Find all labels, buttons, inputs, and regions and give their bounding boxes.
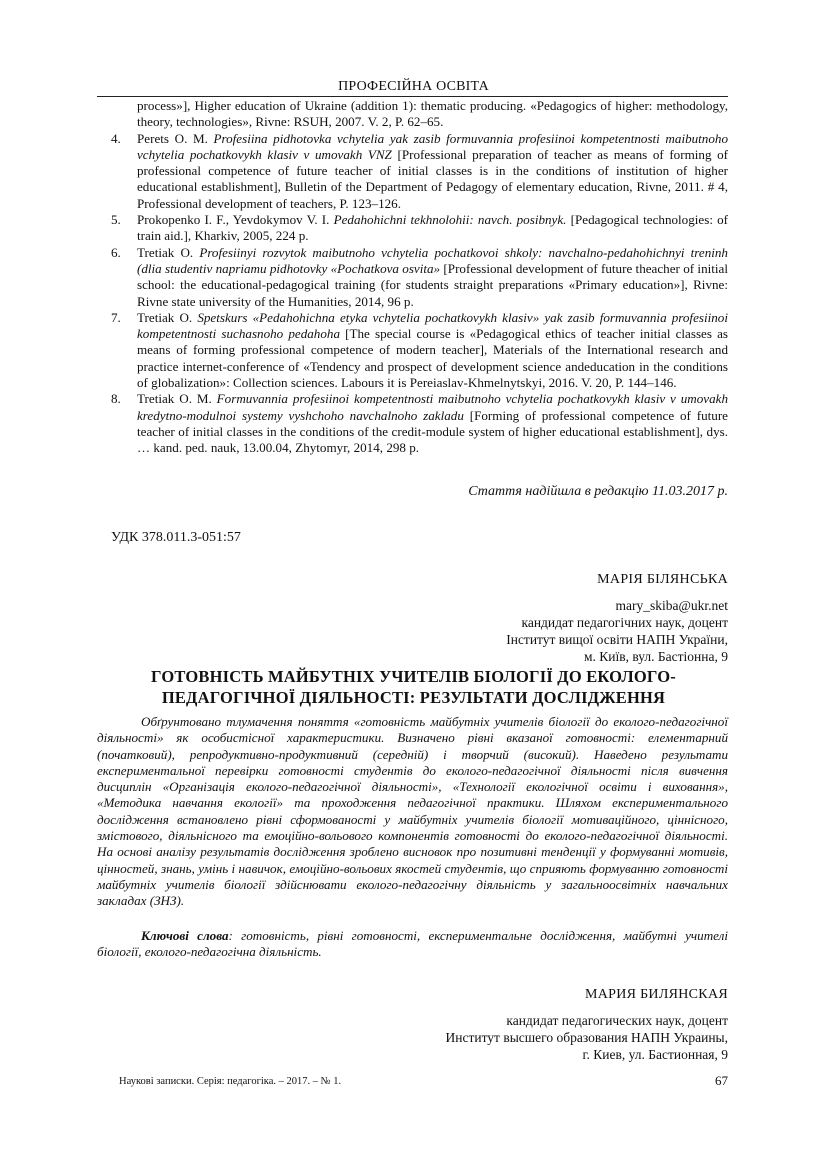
author-degree: кандидат педагогических наук, доцент [506,1013,728,1028]
reference-number: 4. [111,130,121,146]
running-head: ПРОФЕСІЙНА ОСВІТА [338,79,489,94]
author-address: г. Киев, ул. Бастионная, 9 [582,1047,728,1062]
author-degree: кандидат педагогічних наук, доцент [521,615,728,630]
keywords [97,928,728,961]
reference-title: Profesiinyi rozvytok maibutnoho vchytelia pochatkovoi shkoly: navchalno-pedahohichnyi treninh (dlia studentiv napriamu pidhotovky «Pochatkova osvita» [137,244,728,276]
author-address: м. Київ, вул. Бастіонна, 9 [583,649,728,664]
reference-number: 5. [111,212,121,228]
article-title-line: ПЕДАГОГІЧНОЇ ДІЯЛЬНОСТІ: РЕЗУЛЬТАТИ ДОСЛІДЖЕННЯ [161,688,666,707]
reference-details: [Professional preparation of teacher as means of forming of professional competence of future teacher of initial classes is in the conditions of institution of higher educational establishment], Bulletin of the Department of Pedagogy of elementary education, Rivne, 2011. # 4, Professional development of teachers, P. 123–126. [137,146,729,211]
reference-item [111,212,728,245]
reference-details: [Forming of professional competence of future teacher of initial classes in the conditions of the credit-module system of higher educational establishment], dys. … kand. ped. nauk, 13.00.04, Zhytomyr, 2014, 298 p. [137,407,728,456]
author-affiliation-ru [445,1012,728,1063]
reference-body [137,245,728,310]
reference-title: Pedahohichni tekhnolohii: navch. posibnyk. [333,212,567,228]
reference-item [111,245,728,310]
reference-continuation: process»], Higher education of Ukraine (addition 1): thematic producing. «Pedagogics of higher: methodology, theory, technologies», Rivne: RSUH, 2007. V. 2, P. 62–65. [137,98,728,130]
received-note: Стаття надійшла в редакцію 11.03.2017 р. [468,484,728,499]
reference-author: Tretiak O. [137,309,193,325]
reference-number: 6. [111,244,121,260]
reference-author: Tretiak O. M. [137,391,212,407]
reference-details: [Professional development of future theacher of initial school: the educational-pedagogical training (for students straight preparations «Primary education»], Rivne: Rivne state university of the Humanities, 2014, 96 p. [137,260,728,309]
author-name-ru: МАРИЯ БИЛЯНСКАЯ [584,987,728,1002]
author-email[interactable]: mary_skiba@ukr.net [615,598,728,613]
reference-body [137,310,728,391]
reference-body [137,212,728,245]
article-title [97,666,730,708]
header-rule [97,96,728,97]
abstract: Обґрунтовано тлумачення поняття «готовність майбутніх учителів біології до еколого-педагогічної діяльності» як особистісної характеристики. Визначено рівні вказаної готовності: елементарний (початковий), репродуктивно-продуктивний (середній) і творчий (високий). Наведено результати експериментальної перевірки готовності студентів до еколого-педагогічної діяльності після вивчення дисциплін «Організація еколого-педагогічної діяльності», «Технології екологічної освіти і виховання», «Методика навчання екології» та проходження педагогічної практики. Шляхом експериментального дослідження встановлено рівні сформованості у майбутніх учителів біології мотиваційного, ціннісного, змістового, діяльнісного та емоційно-вольового компонентів готовності до еколого-педагогічної діяльності. На основі аналізу результатів дослідження зроблено висновок про позитивні тенденції у формуванні мотивів, цінностей, знань, умінь і навичок, емоційно-вольових якостей студентів, що сприяють формуванню готовності майбутніх учителів біології здійснювати еколого-педагогічну діяльність у загальноосвітніх навчальних закладах (ЗНЗ). [97,714,728,909]
reference-details: [Pedagogical technologies: of train aid.], Kharkiv, 2005, 224 p. [137,212,729,244]
reference-details: [The special course is «Pedagogical ethics of teacher initial classes as means of forming professional competence of modern teacher], Materials of the International research and practice internet-conference of «Tendency and prospect of development science andeducation in the conditions of globalization»: Collection sciences. Labours it is Pereiaslav-Khmelnytskyi, 2016. V. 20, P. 144–146. [137,326,728,391]
reference-item [111,310,728,391]
reference-title: Formuvannia profesiinoi kompetentnosti maibutnoho vchytelia pochatkovykh klasiv v umovakh kredytno-modulnoi systemy vyshchoho navchalnoho zakladu [137,391,728,423]
reference-author: Prokopenko I. F., Yevdokymov V. I. [137,212,330,228]
reference-body [137,391,728,456]
reference-number: 7. [111,309,121,325]
references-list [111,98,728,457]
reference-item [111,391,728,456]
reference-author: Tretiak O. [137,244,194,260]
author-affiliation-ua [506,597,728,665]
udc-code: УДК 378.011.3-051:57 [111,530,241,545]
reference-body [137,131,728,212]
page-number: 67 [715,1073,728,1088]
reference-author: Perets O. M. [137,130,208,146]
author-institution: Институт высшего образования НАПН Украины, [445,1030,728,1045]
article-title-line: ГОТОВНІСТЬ МАЙБУТНІХ УЧИТЕЛІВ БІОЛОГІЇ ДО ЕКОЛОГО- [151,667,676,686]
reference-item [111,131,728,212]
keywords-text: : готовність, рівні готовності, експериментальне дослідження, майбутні учителі біології, еколого-педагогічна діяльність. [97,928,728,960]
reference-title: Profesiina pidhotovka vchytelia yak zasib formuvannia profesiinoi kompetentnosti maibutnoho vchytelia pochatkovykh klasiv v umovakh VNZ [137,130,728,162]
keywords-label: Ключові слова [141,928,229,943]
reference-number: 8. [111,391,121,407]
reference-title: Spetskurs «Pedahohichna etyka vchytelia pochatkovykh klasiv» yak zasib formuvannia profesiinoi kompetentnosti suchasnoho pedahoha [137,309,728,342]
footer-journal: Наукові записки. Серія: педагогіка. – 2017. – № 1. [119,1076,342,1087]
author-institution: Інститут вищої освіти НАПН України, [506,632,728,647]
author-name-ua: МАРІЯ БІЛЯНСЬКА [597,572,728,587]
